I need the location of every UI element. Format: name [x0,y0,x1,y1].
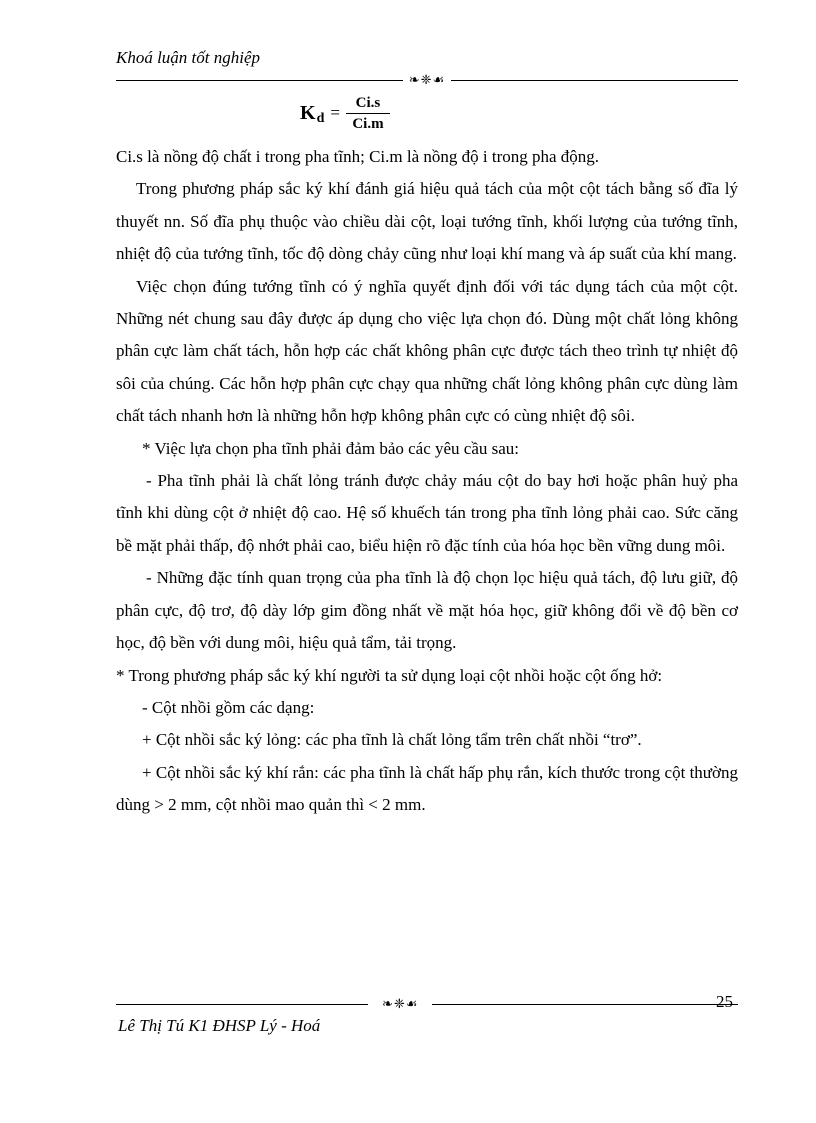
footer-rule-line [116,1004,368,1005]
header-rule-line [116,80,403,81]
paragraph: + Cột nhồi sắc ký khí rắn: các pha tĩnh là chất hấp phụ rắn, kích thước trong cột thường dùng > 2 mm, cột nhồi mao quản thì < 2 mm. [116,762,738,815]
paragraph: Việc chọn đúng tướng tĩnh có ý nghĩa quyết định đối với tác dụng tách của một cột. Những nét chung sau đây được áp dụng cho việc lựa chọn đó. Dùng một chất lỏng không phân cực làm chất tách, hỗn hợp các chất không phân cực được tách theo trình tự nhiệt độ sôi của chúng. Các hỗn hợp phân cực chạy qua những chất lỏng không phân cực dùng làm chất tách nhanh hơn là những hỗn hợp không phân cực có cùng nhiệt độ sôi. [116,276,738,426]
paragraph: Trong phương pháp sắc ký khí đánh giá hiệu quả tách của một cột tách bằng số đĩa lý thuyết nn. Số đĩa phụ thuộc vào chiều dài cột, loại tướng tĩnh, khối lượng của tướng tĩnh, nhiệt độ của tướng tĩnh, tốc độ dòng chảy cũng như loại khí mang và áp suất của khí mang. [116,179,738,264]
paragraph: * Việc lựa chọn pha tĩnh phải đảm bảo các yêu cầu sau: [142,438,520,458]
footer-divider [116,994,738,1014]
paragraph: - Những đặc tính quan trọng của pha tĩnh là độ chọn lọc hiệu quả tách, độ lưu giữ, độ phân cực, độ trơ, độ dày lớp gim đồng nhất về mặt hóa học, giữ không đổi về độ bền cơ học, độ bền với dung môi, hiệu quả tẩm, tải trọng. [116,568,738,653]
fraction-bar [346,113,390,114]
paragraph: * Trong phương pháp sắc ký khí người ta sử dụng loại cột nhồi hoặc cột ống hở: [116,665,663,685]
page-number: 25 [716,992,733,1011]
paragraph: - Pha tĩnh phải là chất lỏng tránh được chảy máu cột do bay hơi hoặc phân huỷ pha tĩnh khi dùng cột ở nhiệt độ cao. Hệ số khuếch tán trong pha tĩnh lỏng phải cao. Sức căng bề mặt phải thấp, độ nhớt phải cao, biểu hiện rõ đặc tính của hóa học bền vững dung môi. [116,471,738,555]
formula-numerator: Ci.s [355,94,381,111]
paragraph: - Cột nhồi gồm các dạng: [142,697,315,717]
header-divider [116,70,738,90]
header-ornament: ❧❈☙ [408,72,446,87]
paragraph: + Cột nhồi sắc ký lỏng: các pha tĩnh là chất lỏng tẩm trên chất nhồi “trơ”. [142,730,642,750]
formula-equals: = [330,103,340,122]
distribution-coefficient-formula [300,92,390,134]
formula-lhs-subscript: d [316,111,325,126]
footer-rule-line [432,1004,738,1005]
formula-denominator: Ci.m [352,115,384,132]
header-rule-line [451,80,738,81]
document-body [116,141,738,822]
formula-fraction [346,94,390,133]
footer-author: Lê Thị Tú K1 ĐHSP Lý - Hoá [118,1016,321,1035]
paragraph: Ci.s là nồng độ chất i trong pha tĩnh; Ci.m là nồng độ i trong pha động. [116,147,600,166]
formula-lhs: K [300,101,316,124]
footer-ornament: ❧❈☙ [382,996,419,1011]
document-header-title: Khoá luận tốt nghiệp [116,48,261,67]
